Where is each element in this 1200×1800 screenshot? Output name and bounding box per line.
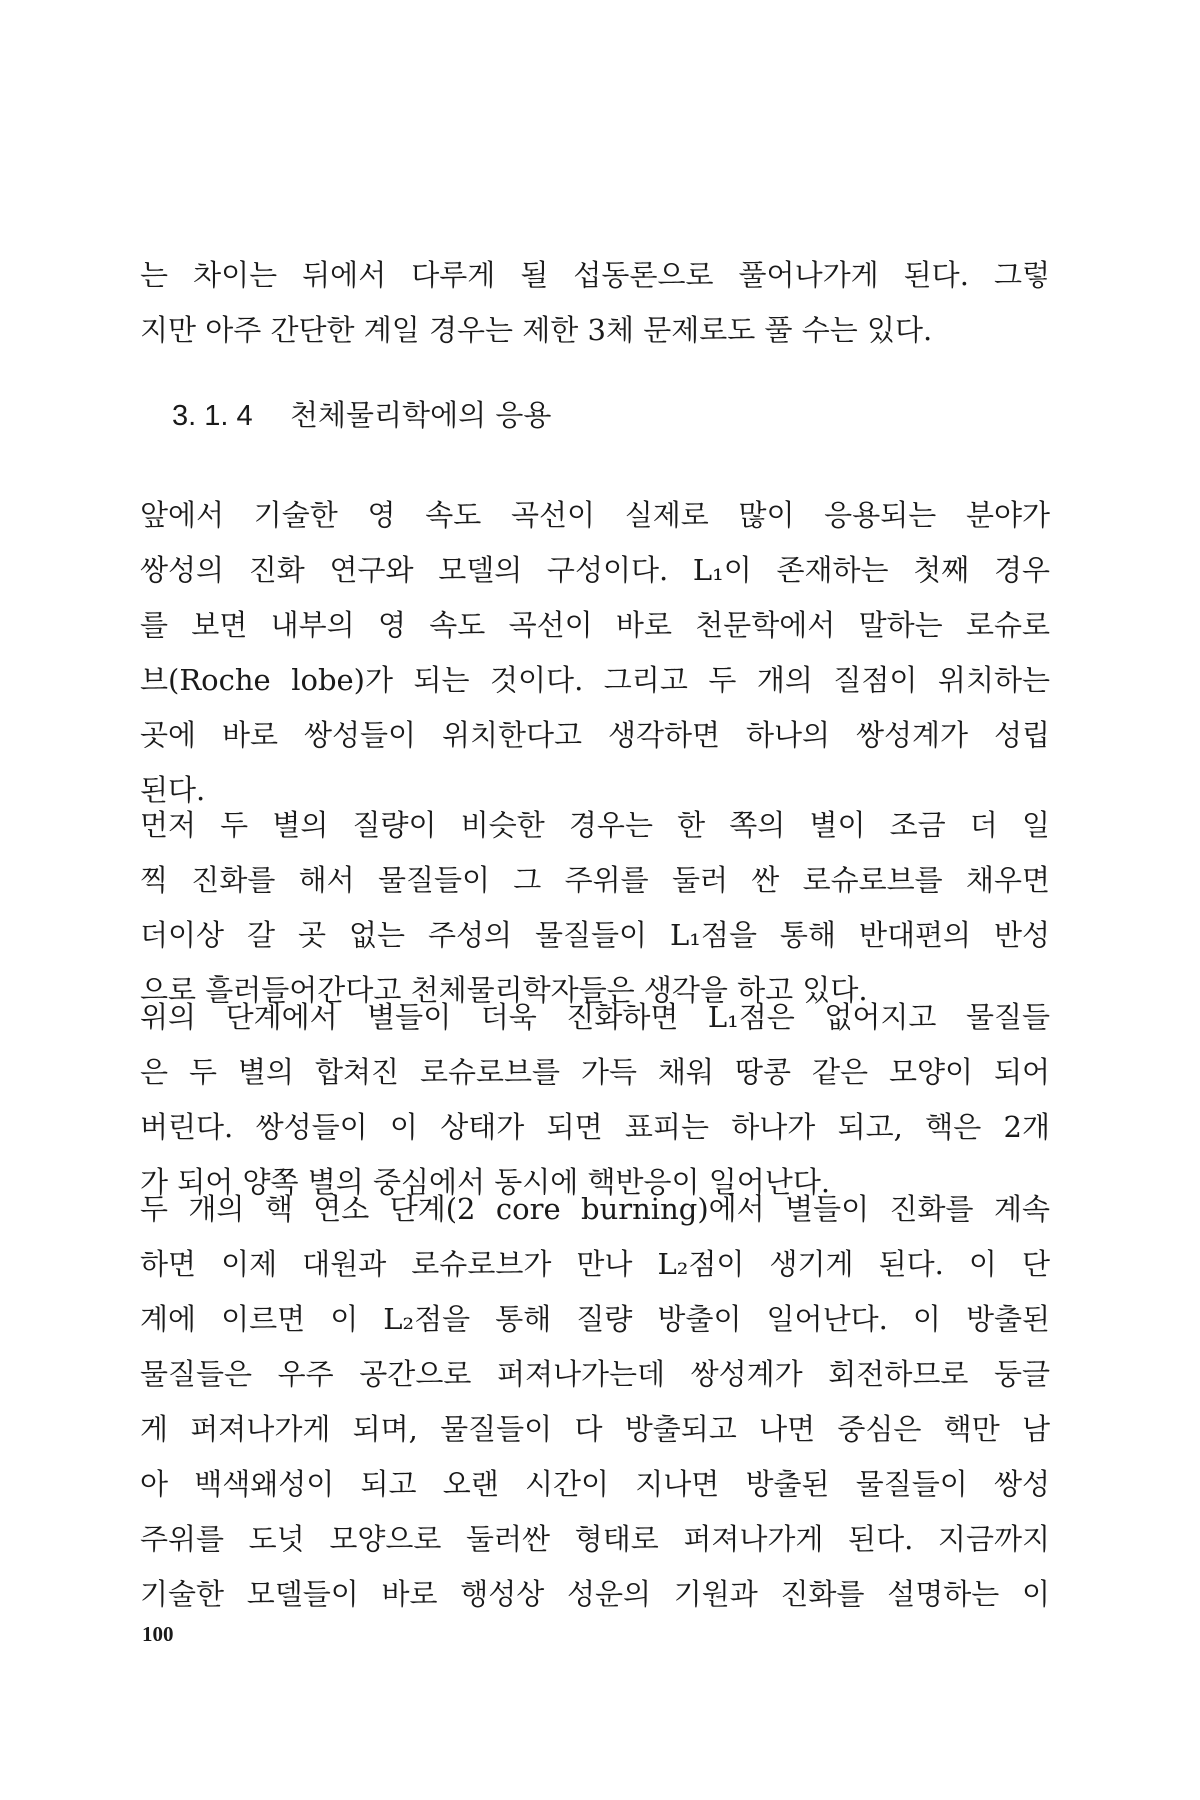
text-line: 두 개의 핵 연소 단계(2 core burning)에서 별들이 진화를 계속 bbox=[140, 1192, 1050, 1226]
text-line: 은 두 별의 합쳐진 로슈로브를 가득 채워 땅콩 같은 모양이 되어 bbox=[140, 1055, 1050, 1089]
text-line: 쌍성의 진화 연구와 모델의 구성이다. L₁이 존재하는 첫째 경우 bbox=[140, 553, 1050, 587]
text-line: 는 차이는 뒤에서 다루게 될 섭동론으로 풀어나가게 된다. 그렇 bbox=[140, 258, 1050, 292]
text-line: 더이상 갈 곳 없는 주성의 물질들이 L₁점을 통해 반대편의 반성 bbox=[140, 918, 1050, 952]
text-line: 찍 진화를 해서 물질들이 그 주위를 둘러 싼 로슈로브를 채우면 bbox=[140, 863, 1050, 897]
text-line: 주위를 도넛 모양으로 둘러싼 형태로 퍼져나가게 된다. 지금까지 bbox=[140, 1522, 1050, 1556]
text-line: 곳에 바로 쌍성들이 위치한다고 생각하면 하나의 쌍성계가 성립 bbox=[140, 718, 1050, 752]
text-line: 버린다. 쌍성들이 이 상태가 되면 표피는 하나가 되고, 핵은 2개 bbox=[140, 1110, 1050, 1144]
text-line: 게 퍼져나가게 되며, 물질들이 다 방출되고 나면 중심은 핵만 남 bbox=[140, 1412, 1050, 1446]
text-line: 브(Roche lobe)가 되는 것이다. 그리고 두 개의 질점이 위치하는 bbox=[140, 663, 1050, 697]
paragraph-roche-lobe bbox=[140, 488, 1050, 818]
text-line: 계에 이르면 이 L₂점을 통해 질량 방출이 일어난다. 이 방출된 bbox=[140, 1302, 1050, 1336]
text-line: 으로 흘러들어간다고 천체물리학자들은 생각을 하고 있다. bbox=[140, 973, 868, 1007]
text-line: 된다. bbox=[140, 773, 206, 807]
section-number: 3. 1. 4 bbox=[172, 400, 253, 432]
text-line: 위의 단계에서 별들이 더욱 진화하면 L₁점은 없어지고 물질들 bbox=[140, 1000, 1050, 1034]
intro-paragraph bbox=[140, 248, 1050, 358]
text-line: 가 되어 양쪽 별의 중심에서 동시에 핵반응이 일어난다. bbox=[140, 1165, 831, 1199]
page-number: 100 bbox=[142, 1622, 174, 1646]
text-line: 먼저 두 별의 질량이 비슷한 경우는 한 쪽의 별이 조금 더 일 bbox=[140, 808, 1050, 842]
paragraph-common-envelope bbox=[140, 990, 1050, 1210]
text-line: 앞에서 기술한 영 속도 곡선이 실제로 많이 응용되는 분야가 bbox=[140, 498, 1050, 532]
paragraph-mass-transfer bbox=[140, 798, 1050, 1018]
section-heading bbox=[172, 393, 551, 438]
text-line: 기술한 모델들이 바로 행성상 성운의 기원과 진화를 설명하는 이 bbox=[140, 1577, 1050, 1611]
text-line: 물질들은 우주 공간으로 퍼져나가는데 쌍성계가 회전하므로 둥글 bbox=[140, 1357, 1050, 1391]
text-line: 하면 이제 대원과 로슈로브가 만나 L₂점이 생기게 된다. 이 단 bbox=[140, 1247, 1050, 1281]
paragraph-planetary-nebula bbox=[140, 1182, 1050, 1622]
text-line: 아 백색왜성이 되고 오랜 시간이 지나면 방출된 물질들이 쌍성 bbox=[140, 1467, 1050, 1501]
text-line: 를 보면 내부의 영 속도 곡선이 바로 천문학에서 말하는 로슈로 bbox=[140, 608, 1050, 642]
text-line: 지만 아주 간단한 계일 경우는 제한 3체 문제로도 풀 수는 있다. bbox=[140, 313, 933, 347]
section-title: 천체물리학에의 응용 bbox=[290, 398, 552, 432]
